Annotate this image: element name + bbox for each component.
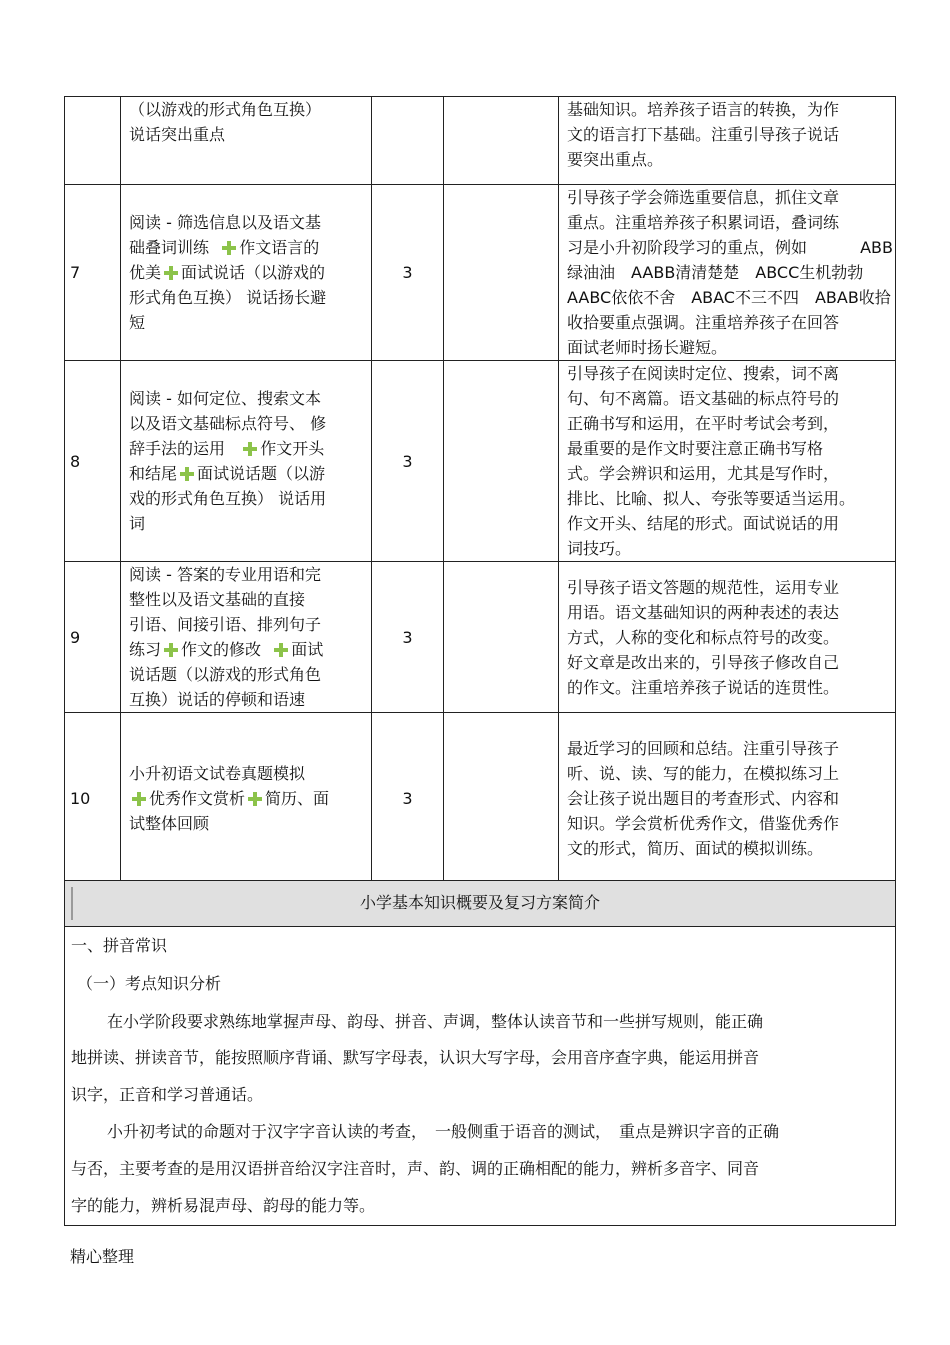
goal-line: 引导孩子语文答题的规范性，运用专业: [567, 577, 840, 597]
lesson-number-cell: 10: [65, 713, 121, 884]
goal-line: 习是小升初阶段学习的重点，例如 ABB: [567, 238, 893, 257]
lesson-content-cell: [121, 713, 372, 884]
plus-icon: [222, 241, 236, 255]
content-line: 整性以及语文基础的直接: [129, 590, 306, 609]
content-line: 优美 面试说话（以游戏的: [129, 263, 326, 282]
lesson-content-cell: [121, 185, 372, 361]
lesson-hours-cell: 3: [372, 361, 444, 562]
goal-line: 引导孩子在阅读时定位、搜索，词不离: [567, 364, 840, 383]
content-line: 础叠词训练 作文语言的: [129, 238, 320, 257]
paragraph-line: 地拼读、拼读音节，能按照顺序背诵、默写字母表，认识大写字母，会用音序查字典，能运用拼音: [71, 1048, 760, 1067]
goal-line: 方式，人称的变化和标点符号的改变。: [567, 627, 840, 647]
lesson-number-cell: 7: [65, 185, 121, 361]
content-line: 引语、间接引语、排列句子: [129, 615, 322, 634]
content-line: 优秀作文赏析 简历、面: [129, 786, 363, 811]
goal-line: 基础知识。培养孩子语言的转换，为作: [567, 100, 840, 119]
goal-line: 式。学会辨识和运用，尤其是写作时，: [567, 464, 840, 483]
content-line: 阅读 - 如何定位、搜索文本: [129, 389, 321, 408]
content-line: 试整体回顾: [129, 813, 210, 833]
goal-line: 作文开头、结尾的形式。面试说话的用: [567, 514, 840, 533]
goal-line: 排比、比喻、拟人、夸张等要适当运用。: [567, 489, 856, 508]
goal-line: 收拾要重点强调。注重培养孩子在回答: [567, 313, 840, 332]
paragraph-line: 字的能力，辨析易混声母、韵母的能力等。: [71, 1196, 376, 1215]
paragraph-line: 在小学阶段要求熟练地掌握声母、韵母、拼音、声调，整体认读音节和一些拼写规则，能正确: [107, 1012, 764, 1031]
goal-line: 文的形式，简历、面试的模拟训练。: [567, 838, 824, 858]
lesson-goal-cell: [559, 361, 896, 562]
plus-icon: [274, 643, 288, 657]
content-line: 词: [129, 514, 146, 533]
goal-line: 绿油油 AABB清清楚楚 ABCC生机勃勃: [567, 263, 864, 282]
content-line: 短: [129, 313, 146, 332]
table-row: [65, 713, 896, 884]
lesson-goal-cell: [559, 97, 896, 185]
lesson-hours-cell: [372, 97, 444, 185]
content-line: 形式角色互换） 说话扬长避: [129, 288, 327, 307]
goal-line: 好文章是改出来的，引导孩子修改自己: [567, 652, 840, 672]
plus-icon: [164, 643, 178, 657]
lesson-hours-cell: 3: [372, 713, 444, 884]
table-row: [65, 185, 896, 361]
blank-cell: [444, 713, 559, 884]
lesson-number-cell: [65, 97, 121, 185]
lesson-content-cell: [121, 97, 372, 185]
goal-line: 重点。注重培养孩子积累词语，叠词练: [567, 213, 840, 232]
paragraph-line: 与否，主要考查的是用汉语拼音给汉字注音时，声、韵、调的正确相配的能力，辨析多音字、同音: [71, 1159, 760, 1178]
course-plan-table: [64, 96, 896, 884]
paragraph-line: 小升初考试的命题对于汉字字音认读的考查， 一般侧重于语音的测试， 重点是辨识字音的正确: [107, 1122, 780, 1141]
goal-line: 听、说、读、写的能力，在模拟练习上: [567, 763, 840, 783]
goal-line: 面试老师时扬长避短。: [567, 338, 728, 357]
goal-line: 正确书写和运用，在平时考试会考到，: [567, 414, 840, 433]
subheading-analysis: （一）考点知识分析: [77, 974, 222, 993]
goal-line: 的作文。注重培养孩子说话的连贯性。: [567, 677, 840, 697]
lesson-content-cell: [121, 361, 372, 562]
content-line: 和结尾 面试说话题（以游: [129, 464, 326, 483]
lesson-goal-cell: [559, 562, 896, 713]
content-line: 辞手法的运用 作文开头: [129, 439, 325, 458]
section-title: 小学基本知识概要及复习方案简介: [359, 893, 600, 912]
goal-line: 知识。学会赏析优秀作文，借鉴优秀作: [567, 813, 840, 833]
lesson-goal-cell: [559, 185, 896, 361]
content-line: 说话题（以游戏的形式角色: [129, 665, 322, 684]
content-line: 互换）说话的停顿和语速: [129, 690, 306, 709]
table-row: [65, 361, 896, 562]
content-line: 小升初语文试卷真题模拟: [129, 763, 306, 783]
content-line: 阅读 - 答案的专业用语和完: [129, 565, 321, 584]
content-line: 练习 作文的修改 面试: [129, 640, 324, 659]
lesson-number-cell: 8: [65, 361, 121, 562]
paragraph-line: 识字，正音和学习普通话。: [71, 1085, 264, 1104]
body-text-box: [64, 925, 896, 1226]
lesson-hours-cell: 3: [372, 562, 444, 713]
blank-cell: [444, 562, 559, 713]
section-header: [64, 880, 896, 927]
goal-line: 句、句不离篇。语文基础的标点符号的: [567, 389, 840, 408]
lesson-hours-cell: 3: [372, 185, 444, 361]
blank-cell: [444, 185, 559, 361]
plus-icon: [164, 266, 178, 280]
goal-line: 最近学习的回顾和总结。注重引导孩子: [567, 738, 840, 758]
goal-line: 词技巧。: [567, 539, 632, 558]
plus-icon: [132, 792, 146, 806]
content-line: 以及语文基础标点符号、 修: [129, 414, 327, 433]
content-line: （以游戏的形式角色互换）: [129, 100, 322, 119]
goal-line: 会让孩子说出题目的考查形式、内容和: [567, 788, 840, 808]
blank-cell: [444, 97, 559, 185]
lesson-goal-cell: [559, 713, 896, 884]
plus-icon: [248, 792, 262, 806]
plus-icon: [180, 467, 194, 481]
plus-icon: [243, 442, 257, 456]
footer-note: 精心整理: [70, 1247, 135, 1266]
goal-line: 文的语言打下基础。注重引导孩子说话: [567, 125, 840, 144]
heading-pinyin: 一、拼音常识: [71, 936, 168, 955]
blank-cell: [444, 361, 559, 562]
content-line: 戏的形式角色互换） 说话用: [129, 489, 327, 508]
goal-line: 用语。语文基础知识的两种表述的表达: [567, 602, 840, 622]
lesson-content-cell: [121, 562, 372, 713]
goal-line: AABC依依不舍 ABAC不三不四 ABAB收拾: [567, 288, 891, 307]
lesson-number-cell: 9: [65, 562, 121, 713]
goal-line: 引导孩子学会筛选重要信息，抓住文章: [567, 188, 840, 207]
table-row: [65, 562, 896, 713]
goal-line: 最重要的是作文时要注意正确书写格: [567, 439, 824, 458]
table-row: [65, 97, 896, 185]
content-line: 说话突出重点: [129, 125, 226, 144]
content-line: 阅读 - 筛选信息以及语文基: [129, 213, 321, 232]
goal-line: 要突出重点。: [567, 150, 664, 169]
